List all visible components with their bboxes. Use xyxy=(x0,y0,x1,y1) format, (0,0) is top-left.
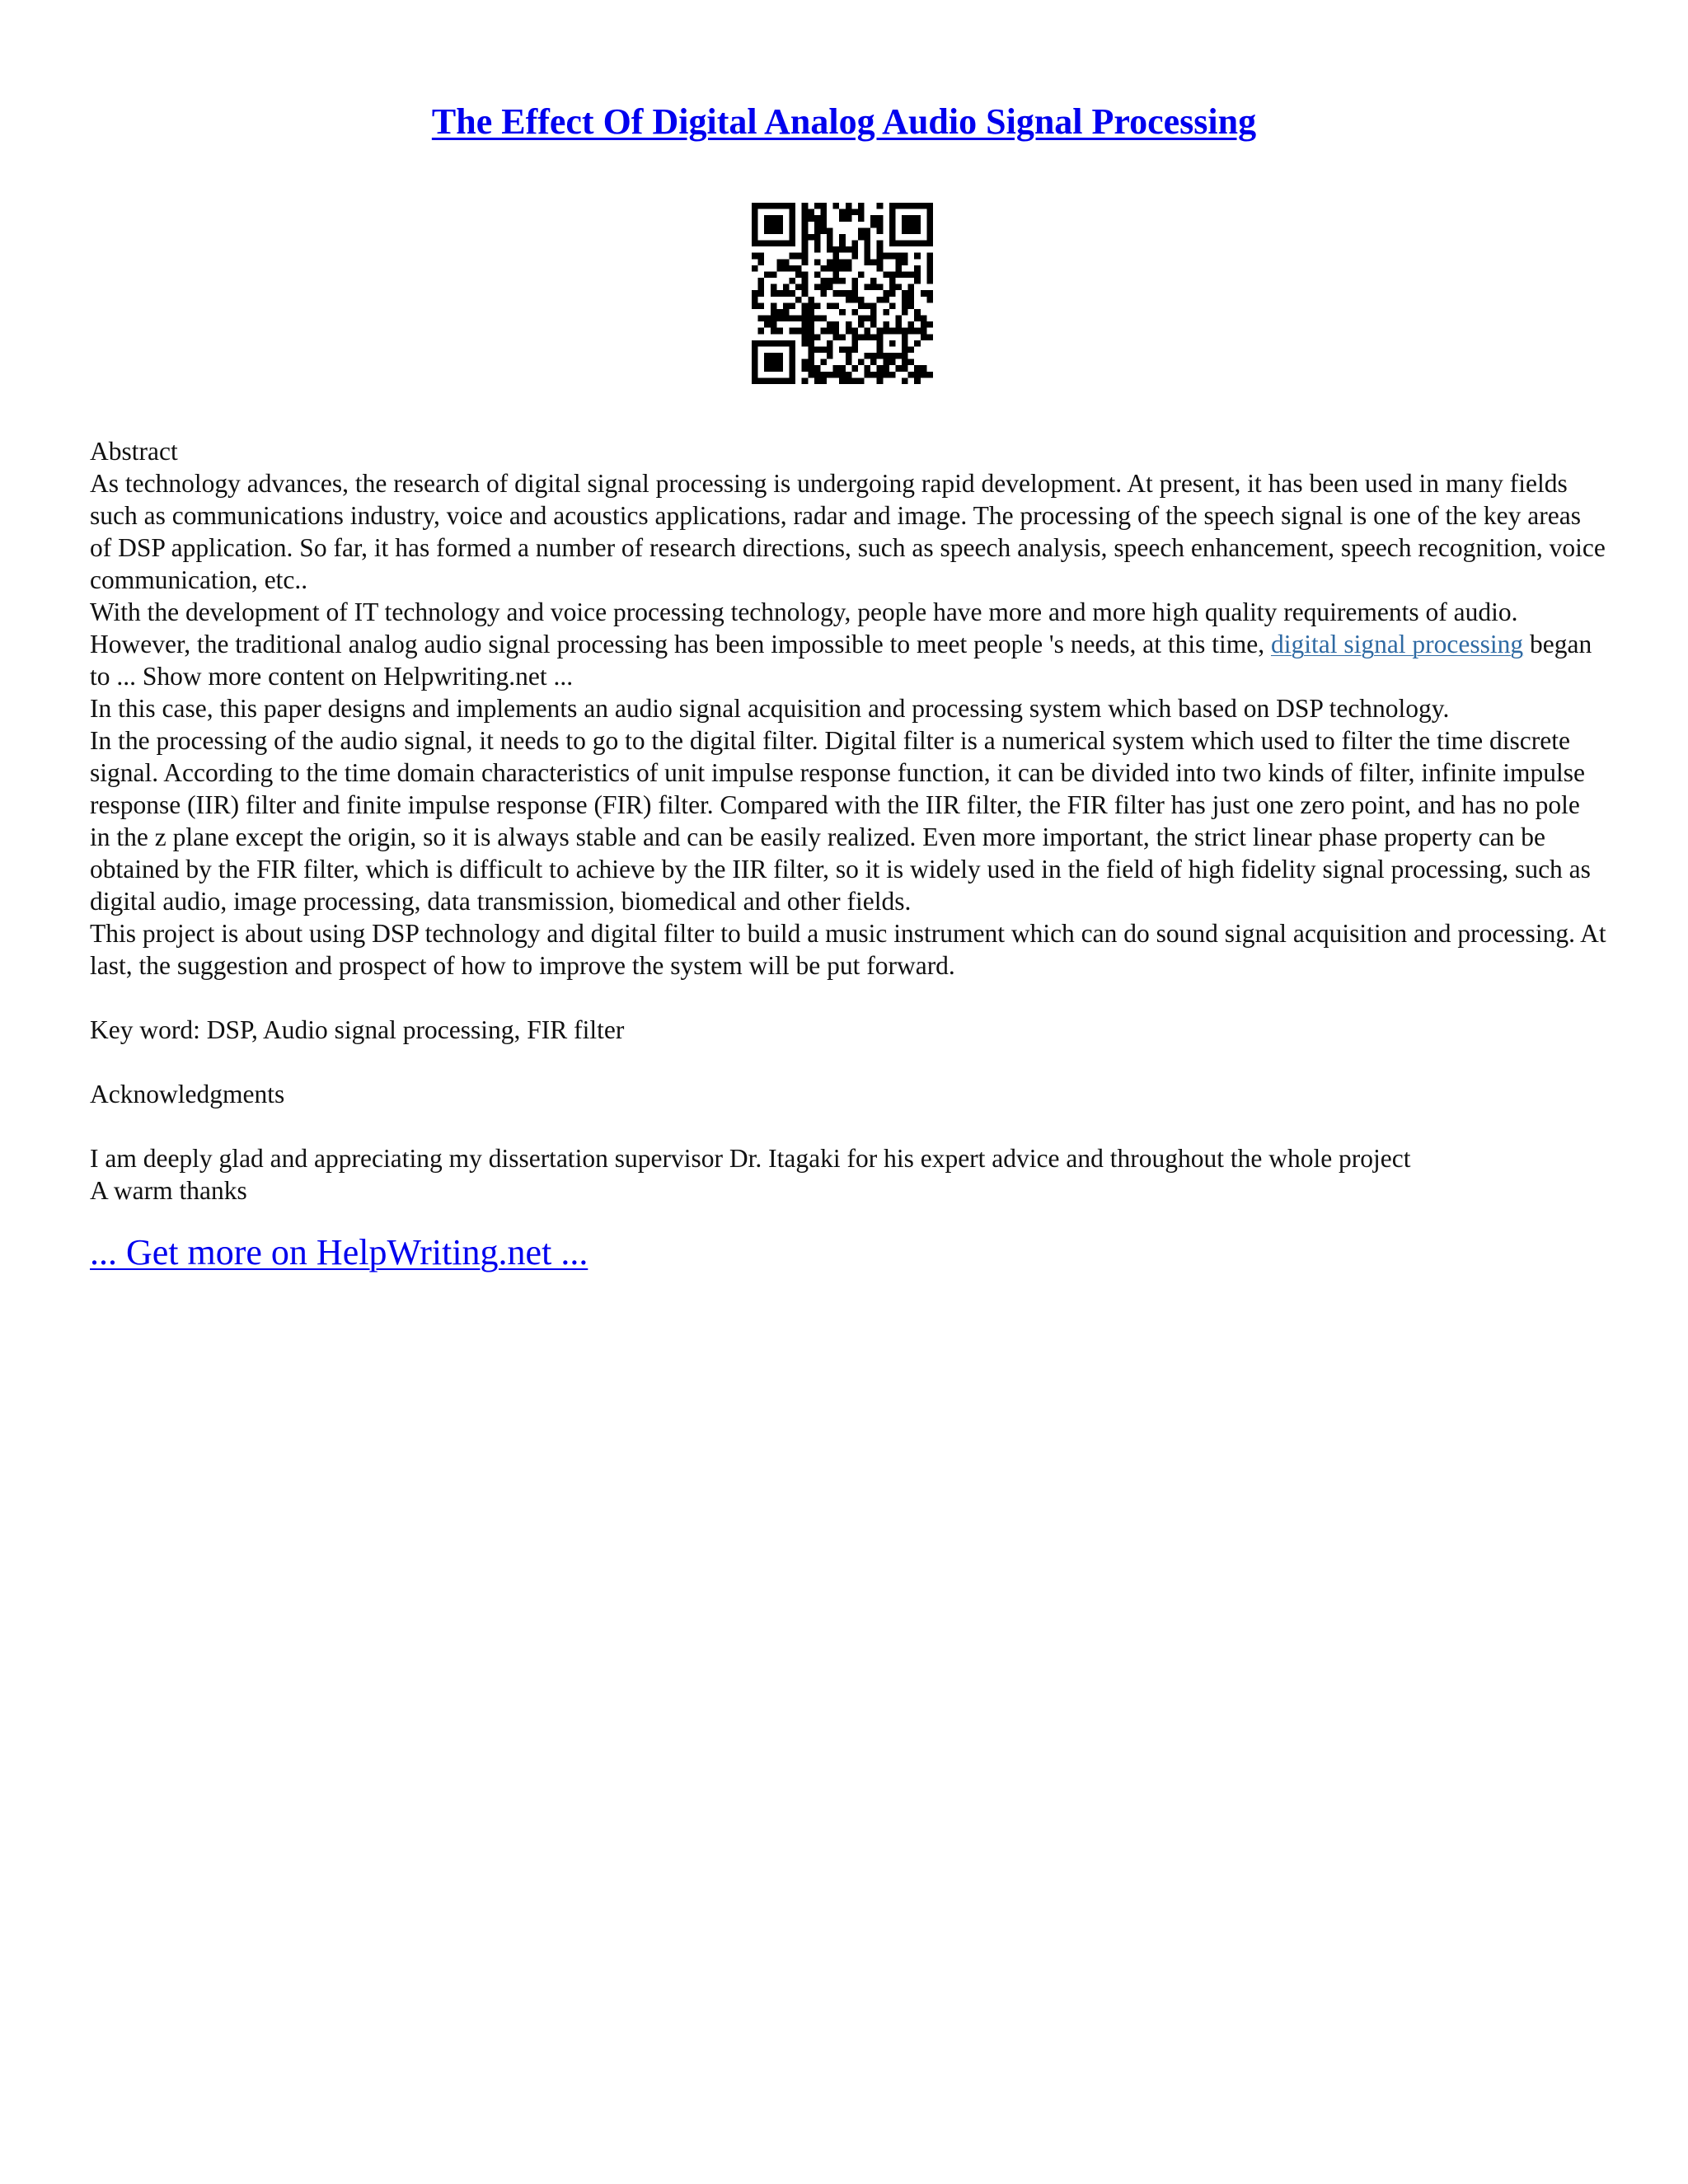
qr-code-icon xyxy=(752,203,933,384)
abstract-paragraph-5: This project is about using DSP technology and digital filter to build a music instrument which can do sound signal acquisition and processing. At last, the suggestion and prospect of how to improve the system will be put forward. xyxy=(90,919,1606,980)
spacer xyxy=(90,1046,1606,1078)
abstract-paragraph-1: As technology advances, the research of digital signal processing is undergoing rapid development. At present, it has been used in many fields such as communications industry, voice and acoustics applications, radar and image. The processing of the speech signal is one of the key areas of DSP application. So far, it has formed a number of research directions, such as speech analysis, speech enhancement, speech recognition, voice communication, etc.. xyxy=(90,469,1606,594)
abstract-heading: Abstract xyxy=(90,437,178,466)
get-more-link[interactable]: ... Get more on HelpWriting.net ... xyxy=(90,1232,588,1272)
keywords-line: Key word: DSP, Audio signal processing, FIR filter xyxy=(90,1015,625,1044)
acknowledgments-heading: Acknowledgments xyxy=(90,1080,285,1108)
document-body xyxy=(90,435,1606,1274)
paragraph-2-text-end: began to ... Show more content on Helpwriting.net ... xyxy=(90,630,1592,691)
digital-signal-processing-link[interactable]: digital signal processing xyxy=(1270,630,1524,658)
spacer xyxy=(90,982,1606,1014)
more-link-container xyxy=(90,1231,1606,1274)
document-title-link[interactable]: The Effect Of Digital Analog Audio Signal Processing xyxy=(431,101,1257,142)
title-container xyxy=(0,101,1688,144)
paragraph-2-text-start: With the development of IT technology and voice processing technology, people have more and more high quality requirements of audio. However, the traditional analog audio signal processing has been impossible to meet people 's needs, at this time, xyxy=(90,598,1518,658)
acknowledgments-line-2: A warm thanks xyxy=(90,1176,247,1205)
abstract-paragraph-4: In the processing of the audio signal, it needs to go to the digital filter. Digital filter is a numerical system which used to filter the time discrete signal. According to the time domain characteristics of unit impulse response function, it can be divided into two kinds of filter, infinite impulse response (IIR) filter and finite impulse response (FIR) filter. Compared with the IIR filter, the FIR filter has just one zero point, and has no pole in the z plane except the origin, so it is always stable and can be easily realized. Even more important, the strict linear phase property can be obtained by the FIR filter, which is difficult to achieve by the IIR filter, so it is widely used in the field of high fidelity signal processing, such as digital audio, image processing, data transmission, biomedical and other fields. xyxy=(90,726,1591,916)
spacer xyxy=(90,1110,1606,1142)
abstract-paragraph-3: In this case, this paper designs and implements an audio signal acquisition and processing system which based on DSP technology. xyxy=(90,694,1450,723)
acknowledgments-line-1: I am deeply glad and appreciating my dissertation supervisor Dr. Itagaki for his expert advice and throughout the whole project xyxy=(90,1144,1411,1173)
abstract-paragraph-2 xyxy=(90,596,1606,692)
